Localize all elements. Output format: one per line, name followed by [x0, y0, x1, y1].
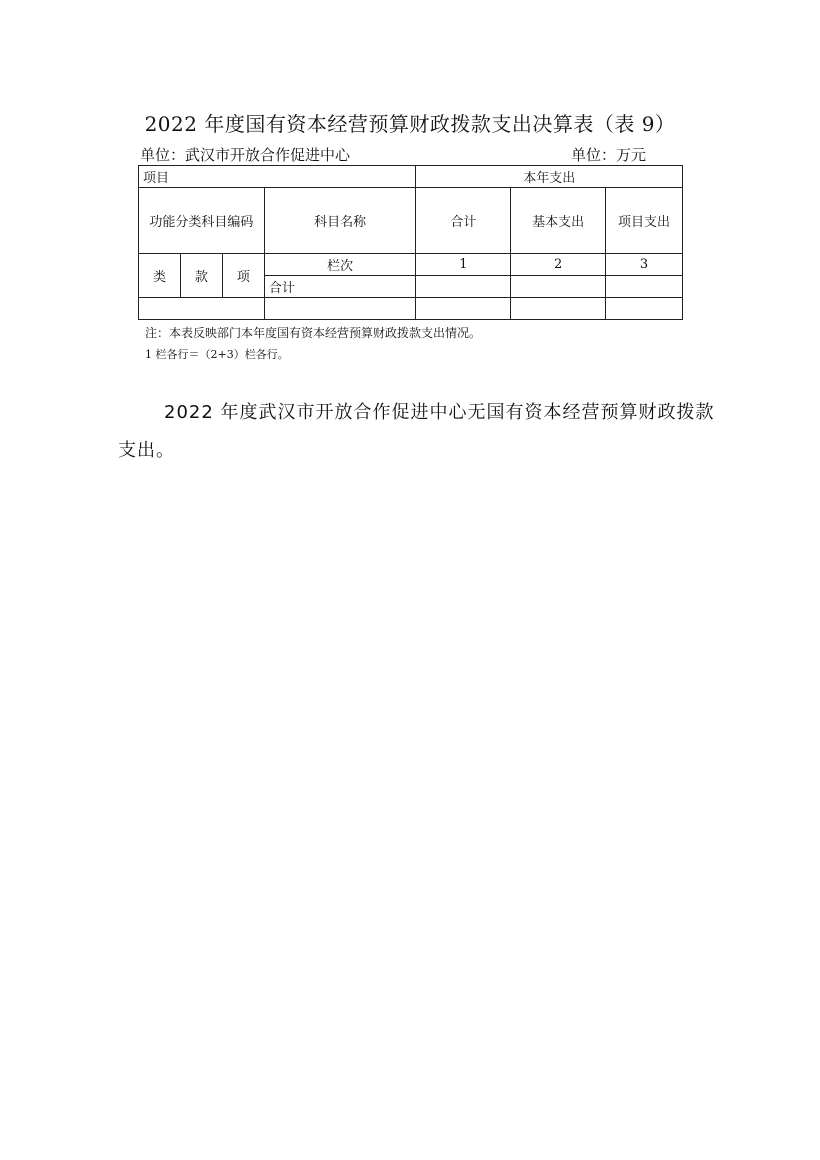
- unit-organization: 单位：武汉市开放合作促进中心: [140, 146, 351, 164]
- table-row: [139, 298, 683, 320]
- table-note-formula: 1 栏各行＝（2+3）栏各行。: [145, 348, 289, 361]
- header-project: 项目: [139, 166, 416, 188]
- header-project-expense: 项目支出: [606, 188, 683, 254]
- col-index-3: 3: [606, 254, 683, 276]
- header-total: 合计: [416, 188, 511, 254]
- total-row-label: 合计: [264, 276, 416, 298]
- col-index-1: 1: [416, 254, 511, 276]
- project-cell: [606, 276, 683, 298]
- empty-cell: [606, 298, 683, 320]
- empty-cell: [511, 298, 606, 320]
- table-note: 注：本表反映部门本年度国有资本经营预算财政拨款支出情况。: [145, 326, 482, 340]
- empty-cell: [139, 298, 265, 320]
- total-cell: [416, 276, 511, 298]
- header-xiang: 项: [222, 254, 264, 298]
- budget-table: [138, 165, 683, 320]
- header-subject-name: 科目名称: [264, 188, 416, 254]
- page-title: 2022 年度国有资本经营预算财政拨款支出决算表（表 9）: [144, 112, 676, 136]
- unit-currency: 单位：万元: [571, 146, 647, 164]
- empty-cell: [264, 298, 416, 320]
- header-year-expense: 本年支出: [416, 166, 683, 188]
- empty-cell: [416, 298, 511, 320]
- body-paragraph: 2022 年度武汉市开放合作促进中心无国有资本经营预算财政拨款支出。: [118, 402, 715, 461]
- lanci-label: 栏次: [264, 254, 416, 276]
- header-func-code: 功能分类科目编码: [139, 188, 265, 254]
- col-index-2: 2: [511, 254, 606, 276]
- basic-cell: [511, 276, 606, 298]
- header-kuan: 款: [180, 254, 222, 298]
- header-lei: 类: [139, 254, 181, 298]
- header-basic: 基本支出: [511, 188, 606, 254]
